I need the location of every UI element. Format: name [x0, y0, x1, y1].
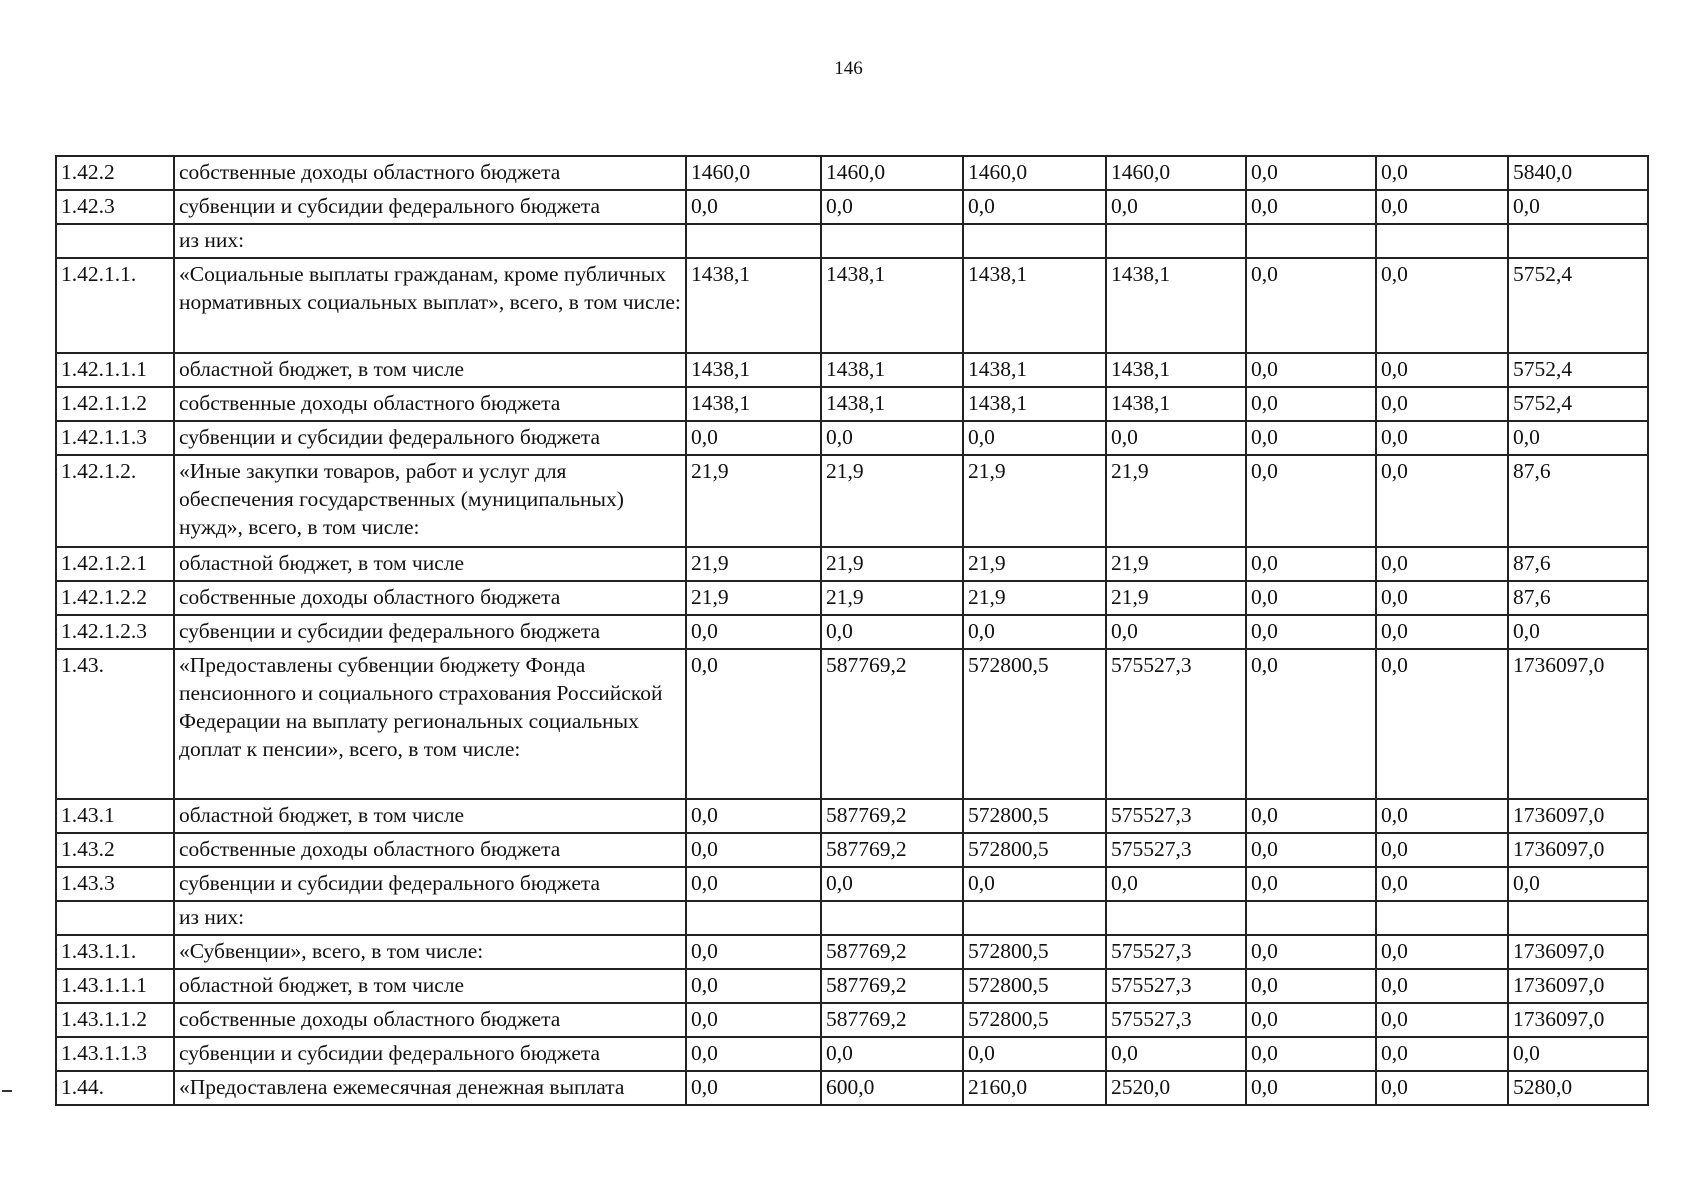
value-cell-6: 0,0 [1376, 1037, 1508, 1071]
value-cell-7: 87,6 [1508, 455, 1648, 547]
value-cell-3: 1460,0 [963, 156, 1106, 190]
row-name-cell: «Социальные выплаты гражданам, кроме публичных нормативных социальных выплат», всего, в том числе: [174, 258, 686, 353]
value-cell-2: 587769,2 [821, 1003, 963, 1037]
value-cell-5: 0,0 [1246, 935, 1376, 969]
value-cell-1: 21,9 [686, 547, 821, 581]
margin-mark [2, 1090, 12, 1092]
table-row [56, 935, 1648, 969]
value-cell-5: 0,0 [1246, 867, 1376, 901]
value-cell-7: 1736097,0 [1508, 1003, 1648, 1037]
value-cell-2: 21,9 [821, 455, 963, 547]
table-row [56, 833, 1648, 867]
row-name-cell: собственные доходы областного бюджета [174, 833, 686, 867]
row-name-cell: из них: [174, 224, 686, 258]
value-cell-3 [963, 224, 1106, 258]
table-row [56, 224, 1648, 258]
value-cell-5: 0,0 [1246, 1037, 1376, 1071]
budget-table-body [56, 156, 1648, 1105]
row-code-cell [56, 224, 174, 258]
row-name-cell: из них: [174, 901, 686, 935]
row-code-cell: 1.43.1.1. [56, 935, 174, 969]
row-name-cell: «Предоставлены субвенции бюджету Фонда пенсионного и социального страхования Российской Федерации на выплату региональных социальных доплат к пенсии», всего, в том числе: [174, 649, 686, 799]
value-cell-3: 21,9 [963, 581, 1106, 615]
table-row [56, 867, 1648, 901]
value-cell-1: 1438,1 [686, 258, 821, 353]
row-name-cell: собственные доходы областного бюджета [174, 387, 686, 421]
table-row [56, 901, 1648, 935]
row-code-cell: 1.42.1.2.2 [56, 581, 174, 615]
row-code-cell: 1.43.2 [56, 833, 174, 867]
value-cell-5 [1246, 224, 1376, 258]
value-cell-1: 0,0 [686, 421, 821, 455]
row-name-cell: субвенции и субсидии федерального бюджета [174, 190, 686, 224]
value-cell-3: 572800,5 [963, 799, 1106, 833]
row-code-cell: 1.42.1.2.3 [56, 615, 174, 649]
value-cell-2: 0,0 [821, 421, 963, 455]
value-cell-4: 0,0 [1106, 421, 1246, 455]
value-cell-6 [1376, 901, 1508, 935]
table-row [56, 547, 1648, 581]
row-name-cell: субвенции и субсидии федерального бюджета [174, 421, 686, 455]
value-cell-5: 0,0 [1246, 353, 1376, 387]
value-cell-4: 21,9 [1106, 581, 1246, 615]
value-cell-5: 0,0 [1246, 190, 1376, 224]
value-cell-6: 0,0 [1376, 581, 1508, 615]
value-cell-5: 0,0 [1246, 969, 1376, 1003]
value-cell-7: 5280,0 [1508, 1071, 1648, 1105]
row-code-cell: 1.42.1.2. [56, 455, 174, 547]
value-cell-4: 0,0 [1106, 190, 1246, 224]
table-row [56, 353, 1648, 387]
value-cell-7 [1508, 901, 1648, 935]
value-cell-2: 587769,2 [821, 799, 963, 833]
value-cell-7: 5840,0 [1508, 156, 1648, 190]
page-number: 146 [834, 58, 863, 79]
value-cell-6: 0,0 [1376, 969, 1508, 1003]
value-cell-1: 0,0 [686, 935, 821, 969]
value-cell-1: 1460,0 [686, 156, 821, 190]
row-name-cell: субвенции и субсидии федерального бюджета [174, 867, 686, 901]
value-cell-1: 0,0 [686, 1037, 821, 1071]
value-cell-2: 0,0 [821, 1037, 963, 1071]
row-name-cell: «Предоставлена ежемесячная денежная выплата [174, 1071, 686, 1105]
value-cell-7: 87,6 [1508, 581, 1648, 615]
value-cell-7 [1508, 224, 1648, 258]
value-cell-7: 5752,4 [1508, 387, 1648, 421]
row-name-cell: областной бюджет, в том числе [174, 799, 686, 833]
table-row [56, 258, 1648, 353]
value-cell-3: 0,0 [963, 1037, 1106, 1071]
value-cell-1: 1438,1 [686, 353, 821, 387]
row-name-cell: областной бюджет, в том числе [174, 353, 686, 387]
table-row [56, 421, 1648, 455]
value-cell-5: 0,0 [1246, 455, 1376, 547]
value-cell-3: 0,0 [963, 190, 1106, 224]
value-cell-7: 5752,4 [1508, 258, 1648, 353]
value-cell-4 [1106, 224, 1246, 258]
value-cell-4: 575527,3 [1106, 1003, 1246, 1037]
value-cell-7: 1736097,0 [1508, 935, 1648, 969]
row-name-cell: собственные доходы областного бюджета [174, 581, 686, 615]
value-cell-2: 0,0 [821, 615, 963, 649]
table-row [56, 190, 1648, 224]
row-code-cell: 1.43.1 [56, 799, 174, 833]
value-cell-5 [1246, 901, 1376, 935]
value-cell-2: 21,9 [821, 581, 963, 615]
table-row [56, 1003, 1648, 1037]
value-cell-6: 0,0 [1376, 156, 1508, 190]
value-cell-7: 5752,4 [1508, 353, 1648, 387]
table-row [56, 799, 1648, 833]
value-cell-2: 1460,0 [821, 156, 963, 190]
value-cell-6: 0,0 [1376, 833, 1508, 867]
value-cell-4: 1438,1 [1106, 387, 1246, 421]
value-cell-5: 0,0 [1246, 799, 1376, 833]
value-cell-1: 21,9 [686, 581, 821, 615]
row-code-cell: 1.43.3 [56, 867, 174, 901]
value-cell-5: 0,0 [1246, 387, 1376, 421]
table-row [56, 455, 1648, 547]
value-cell-3: 572800,5 [963, 1003, 1106, 1037]
value-cell-4: 21,9 [1106, 455, 1246, 547]
value-cell-4: 575527,3 [1106, 935, 1246, 969]
value-cell-4: 0,0 [1106, 867, 1246, 901]
value-cell-7: 87,6 [1508, 547, 1648, 581]
value-cell-6: 0,0 [1376, 353, 1508, 387]
value-cell-6: 0,0 [1376, 615, 1508, 649]
value-cell-1: 0,0 [686, 615, 821, 649]
value-cell-2: 1438,1 [821, 387, 963, 421]
value-cell-5: 0,0 [1246, 1003, 1376, 1037]
value-cell-6: 0,0 [1376, 387, 1508, 421]
value-cell-3: 21,9 [963, 455, 1106, 547]
value-cell-4: 575527,3 [1106, 649, 1246, 799]
value-cell-2: 587769,2 [821, 969, 963, 1003]
value-cell-4: 575527,3 [1106, 799, 1246, 833]
table-row [56, 156, 1648, 190]
row-code-cell: 1.42.2 [56, 156, 174, 190]
value-cell-6: 0,0 [1376, 1003, 1508, 1037]
value-cell-6: 0,0 [1376, 421, 1508, 455]
value-cell-6: 0,0 [1376, 455, 1508, 547]
value-cell-4: 2520,0 [1106, 1071, 1246, 1105]
table-row [56, 387, 1648, 421]
row-name-cell: субвенции и субсидии федерального бюджета [174, 615, 686, 649]
row-code-cell: 1.42.1.1. [56, 258, 174, 353]
value-cell-2: 587769,2 [821, 649, 963, 799]
table-row [56, 1037, 1648, 1071]
value-cell-7: 0,0 [1508, 421, 1648, 455]
value-cell-7: 0,0 [1508, 615, 1648, 649]
value-cell-1: 0,0 [686, 1003, 821, 1037]
value-cell-2: 587769,2 [821, 935, 963, 969]
value-cell-4 [1106, 901, 1246, 935]
value-cell-5: 0,0 [1246, 833, 1376, 867]
row-code-cell: 1.42.1.2.1 [56, 547, 174, 581]
value-cell-4: 575527,3 [1106, 833, 1246, 867]
value-cell-7: 1736097,0 [1508, 799, 1648, 833]
value-cell-5: 0,0 [1246, 581, 1376, 615]
row-name-cell: субвенции и субсидии федерального бюджета [174, 1037, 686, 1071]
row-code-cell: 1.42.1.1.3 [56, 421, 174, 455]
row-name-cell: областной бюджет, в том числе [174, 547, 686, 581]
value-cell-2: 1438,1 [821, 353, 963, 387]
value-cell-2: 587769,2 [821, 833, 963, 867]
value-cell-4: 0,0 [1106, 615, 1246, 649]
value-cell-7: 0,0 [1508, 867, 1648, 901]
value-cell-6: 0,0 [1376, 867, 1508, 901]
value-cell-3: 572800,5 [963, 935, 1106, 969]
budget-table [55, 155, 1649, 1106]
value-cell-4: 575527,3 [1106, 969, 1246, 1003]
value-cell-1: 21,9 [686, 455, 821, 547]
value-cell-5: 0,0 [1246, 258, 1376, 353]
value-cell-3: 21,9 [963, 547, 1106, 581]
value-cell-5: 0,0 [1246, 649, 1376, 799]
value-cell-6: 0,0 [1376, 190, 1508, 224]
value-cell-3: 0,0 [963, 615, 1106, 649]
value-cell-5: 0,0 [1246, 421, 1376, 455]
row-name-cell: областной бюджет, в том числе [174, 969, 686, 1003]
value-cell-2 [821, 224, 963, 258]
table-row [56, 969, 1648, 1003]
value-cell-6: 0,0 [1376, 649, 1508, 799]
value-cell-3: 2160,0 [963, 1071, 1106, 1105]
value-cell-5: 0,0 [1246, 615, 1376, 649]
value-cell-3: 572800,5 [963, 833, 1106, 867]
row-code-cell: 1.42.3 [56, 190, 174, 224]
row-code-cell: 1.44. [56, 1071, 174, 1105]
row-code-cell: 1.42.1.1.2 [56, 387, 174, 421]
value-cell-2: 600,0 [821, 1071, 963, 1105]
value-cell-2: 21,9 [821, 547, 963, 581]
value-cell-2 [821, 901, 963, 935]
value-cell-3: 0,0 [963, 421, 1106, 455]
value-cell-3: 572800,5 [963, 969, 1106, 1003]
budget-table-wrapper [55, 155, 1647, 1106]
table-row [56, 615, 1648, 649]
value-cell-6: 0,0 [1376, 799, 1508, 833]
value-cell-6 [1376, 224, 1508, 258]
value-cell-7: 0,0 [1508, 190, 1648, 224]
value-cell-6: 0,0 [1376, 1071, 1508, 1105]
row-code-cell: 1.43.1.1.3 [56, 1037, 174, 1071]
value-cell-6: 0,0 [1376, 935, 1508, 969]
value-cell-1: 0,0 [686, 833, 821, 867]
value-cell-4: 1438,1 [1106, 258, 1246, 353]
value-cell-6: 0,0 [1376, 258, 1508, 353]
value-cell-3: 1438,1 [963, 258, 1106, 353]
value-cell-5: 0,0 [1246, 547, 1376, 581]
row-name-cell: собственные доходы областного бюджета [174, 1003, 686, 1037]
value-cell-7: 1736097,0 [1508, 969, 1648, 1003]
row-name-cell: собственные доходы областного бюджета [174, 156, 686, 190]
value-cell-2: 0,0 [821, 190, 963, 224]
value-cell-5: 0,0 [1246, 156, 1376, 190]
value-cell-4: 0,0 [1106, 1037, 1246, 1071]
row-code-cell: 1.43. [56, 649, 174, 799]
value-cell-3: 0,0 [963, 867, 1106, 901]
value-cell-7: 1736097,0 [1508, 833, 1648, 867]
value-cell-1: 0,0 [686, 867, 821, 901]
value-cell-1: 0,0 [686, 190, 821, 224]
value-cell-3: 572800,5 [963, 649, 1106, 799]
row-code-cell: 1.43.1.1.1 [56, 969, 174, 1003]
value-cell-2: 0,0 [821, 867, 963, 901]
value-cell-4: 21,9 [1106, 547, 1246, 581]
row-code-cell: 1.43.1.1.2 [56, 1003, 174, 1037]
value-cell-1: 0,0 [686, 969, 821, 1003]
table-row [56, 1071, 1648, 1105]
value-cell-1: 1438,1 [686, 387, 821, 421]
value-cell-4: 1460,0 [1106, 156, 1246, 190]
value-cell-3: 1438,1 [963, 387, 1106, 421]
value-cell-2: 1438,1 [821, 258, 963, 353]
value-cell-1 [686, 901, 821, 935]
value-cell-6: 0,0 [1376, 547, 1508, 581]
value-cell-1: 0,0 [686, 1071, 821, 1105]
row-code-cell [56, 901, 174, 935]
row-name-cell: «Субвенции», всего, в том числе: [174, 935, 686, 969]
row-code-cell: 1.42.1.1.1 [56, 353, 174, 387]
row-name-cell: «Иные закупки товаров, работ и услуг для обеспечения государственных (муниципальных) нужд», всего, в том числе: [174, 455, 686, 547]
value-cell-4: 1438,1 [1106, 353, 1246, 387]
value-cell-5: 0,0 [1246, 1071, 1376, 1105]
value-cell-7: 1736097,0 [1508, 649, 1648, 799]
value-cell-3 [963, 901, 1106, 935]
value-cell-1 [686, 224, 821, 258]
value-cell-1: 0,0 [686, 649, 821, 799]
value-cell-7: 0,0 [1508, 1037, 1648, 1071]
value-cell-3: 1438,1 [963, 353, 1106, 387]
value-cell-1: 0,0 [686, 799, 821, 833]
table-row [56, 649, 1648, 799]
table-row [56, 581, 1648, 615]
